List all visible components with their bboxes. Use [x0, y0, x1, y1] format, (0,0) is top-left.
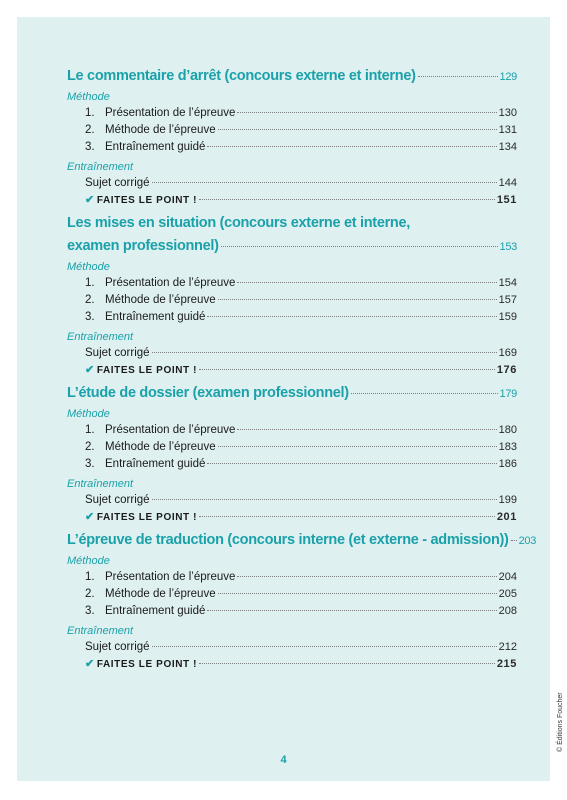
section-title-text: L’épreuve de traduction (concours interne (et externe - admission))	[67, 532, 509, 548]
entry-label: Méthode de l’épreuve	[105, 124, 216, 136]
entry-label: Présentation de l’épreuve	[105, 424, 236, 436]
entry-label: FAITES LE POINT !	[96, 512, 198, 523]
leader-dots	[351, 393, 498, 394]
entry-label: Méthode de l’épreuve	[105, 441, 216, 453]
toc-entry[interactable]	[67, 456, 517, 473]
section-title[interactable]	[67, 68, 517, 86]
entry-page: 205	[498, 588, 517, 600]
toc-entry[interactable]	[67, 586, 517, 603]
entrainement-label: Entraînement	[67, 161, 134, 173]
leader-dots	[207, 316, 496, 317]
entry-page: 154	[498, 277, 517, 289]
entry-page: 130	[498, 107, 517, 119]
leader-dots	[199, 199, 495, 200]
leader-dots	[218, 299, 497, 300]
leader-dots	[237, 282, 496, 283]
entry-number: 3.	[85, 141, 95, 153]
entry-page: 134	[498, 141, 517, 153]
leader-dots	[511, 540, 517, 541]
leader-dots	[218, 129, 497, 130]
toc-entry[interactable]	[67, 105, 517, 122]
entry-label: FAITES LE POINT !	[96, 659, 198, 670]
section-page: 179	[499, 388, 517, 400]
entry-page: 208	[498, 605, 517, 617]
entrainement-label: Entraînement	[67, 478, 134, 490]
toc-entry-faites-le-point[interactable]	[67, 656, 517, 673]
entry-label: FAITES LE POINT !	[96, 365, 198, 376]
entry-page: 215	[496, 658, 517, 670]
section-title[interactable]	[67, 385, 517, 403]
leader-dots	[418, 76, 498, 77]
table-of-contents	[67, 62, 537, 673]
entry-number: 2.	[85, 588, 95, 600]
leader-dots	[218, 593, 497, 594]
leader-dots	[199, 369, 495, 370]
leader-dots	[237, 112, 496, 113]
entry-number: 1.	[85, 107, 95, 119]
section-title-text: Les mises en situation (concours externe et interne,	[67, 215, 410, 231]
toc-entry[interactable]	[67, 309, 517, 326]
checkmark-icon: ✔	[85, 511, 95, 523]
entry-page: 180	[498, 424, 517, 436]
toc-section[interactable]	[67, 532, 537, 673]
toc-entry[interactable]	[67, 139, 517, 156]
section-title[interactable]	[67, 532, 537, 550]
entry-label: Entraînement guidé	[105, 458, 206, 470]
leader-dots	[207, 610, 496, 611]
leader-dots	[199, 516, 495, 517]
leader-dots	[152, 182, 497, 183]
toc-entry-sujet-corrige[interactable]	[67, 492, 517, 509]
toc-section[interactable]	[67, 68, 517, 209]
toc-entry-sujet-corrige[interactable]	[67, 175, 517, 192]
entry-page: 212	[498, 641, 517, 653]
leader-dots	[152, 646, 497, 647]
entry-page: 157	[498, 294, 517, 306]
toc-section[interactable]	[67, 215, 517, 379]
toc-entry[interactable]	[67, 439, 517, 456]
entrainement-label: Entraînement	[67, 625, 134, 637]
leader-dots	[152, 499, 497, 500]
checkmark-icon: ✔	[85, 658, 95, 670]
entry-label: Présentation de l’épreuve	[105, 571, 236, 583]
checkmark-icon: ✔	[85, 194, 95, 206]
entry-number: 2.	[85, 124, 95, 136]
entry-page: 201	[496, 511, 517, 523]
entry-label: FAITES LE POINT !	[96, 195, 198, 206]
methode-label: Méthode	[67, 91, 110, 103]
section-title-text: examen professionnel)	[67, 238, 219, 254]
entry-number: 2.	[85, 294, 95, 306]
copyright-notice: © Éditions Foucher	[557, 692, 564, 752]
page	[17, 17, 564, 781]
toc-entry-faites-le-point[interactable]	[67, 509, 517, 526]
entry-page: 159	[498, 311, 517, 323]
toc-entry[interactable]	[67, 275, 517, 292]
entry-label: Méthode de l’épreuve	[105, 588, 216, 600]
entry-page: 204	[498, 571, 517, 583]
entry-label: Méthode de l’épreuve	[105, 294, 216, 306]
leader-dots	[221, 246, 498, 247]
entry-page: 183	[498, 441, 517, 453]
entrainement-label: Entraînement	[67, 331, 134, 343]
entry-label: Présentation de l’épreuve	[105, 277, 236, 289]
entry-page: 169	[498, 347, 517, 359]
entry-number: 1.	[85, 571, 95, 583]
section-title-text: Le commentaire d’arrêt (concours externe et interne)	[67, 68, 416, 84]
section-page: 153	[499, 241, 517, 253]
entry-number: 2.	[85, 441, 95, 453]
section-page: 129	[499, 71, 517, 83]
entry-label: Entraînement guidé	[105, 605, 206, 617]
entry-label: Sujet corrigé	[85, 177, 150, 189]
section-title[interactable]	[67, 238, 517, 256]
leader-dots	[218, 446, 497, 447]
toc-entry[interactable]	[67, 292, 517, 309]
entry-number: 3.	[85, 311, 95, 323]
entry-label: Entraînement guidé	[105, 141, 206, 153]
checkmark-icon: ✔	[85, 364, 95, 376]
toc-section[interactable]	[67, 385, 517, 526]
entry-number: 1.	[85, 277, 95, 289]
leader-dots	[237, 429, 496, 430]
entry-label: Présentation de l’épreuve	[105, 107, 236, 119]
toc-entry-sujet-corrige[interactable]	[67, 345, 517, 362]
entry-label: Sujet corrigé	[85, 347, 150, 359]
entry-page: 131	[498, 124, 517, 136]
methode-label: Méthode	[67, 261, 110, 273]
toc-entry-sujet-corrige[interactable]	[67, 639, 517, 656]
entry-page: 186	[498, 458, 517, 470]
section-title-text: L’étude de dossier (examen professionnel)	[67, 385, 349, 401]
methode-label: Méthode	[67, 555, 110, 567]
leader-dots	[237, 576, 496, 577]
entry-label: Sujet corrigé	[85, 641, 150, 653]
entry-label: Sujet corrigé	[85, 494, 150, 506]
leader-dots	[207, 146, 496, 147]
entry-page: 176	[496, 364, 517, 376]
toc-entry[interactable]	[67, 422, 517, 439]
section-page: 203	[518, 535, 537, 547]
page-number: 4	[280, 754, 287, 766]
entry-label: Entraînement guidé	[105, 311, 206, 323]
leader-dots	[207, 463, 496, 464]
entry-page: 151	[496, 194, 517, 206]
entry-page: 144	[498, 177, 517, 189]
leader-dots	[199, 663, 495, 664]
toc-entry-faites-le-point[interactable]	[67, 362, 517, 379]
entry-number: 3.	[85, 458, 95, 470]
toc-entry-faites-le-point[interactable]	[67, 192, 517, 209]
toc-entry[interactable]	[67, 122, 517, 139]
toc-entry[interactable]	[67, 603, 517, 620]
leader-dots	[152, 352, 497, 353]
methode-label: Méthode	[67, 408, 110, 420]
toc-entry[interactable]	[67, 569, 517, 586]
entry-number: 1.	[85, 424, 95, 436]
entry-number: 3.	[85, 605, 95, 617]
entry-page: 199	[498, 494, 517, 506]
